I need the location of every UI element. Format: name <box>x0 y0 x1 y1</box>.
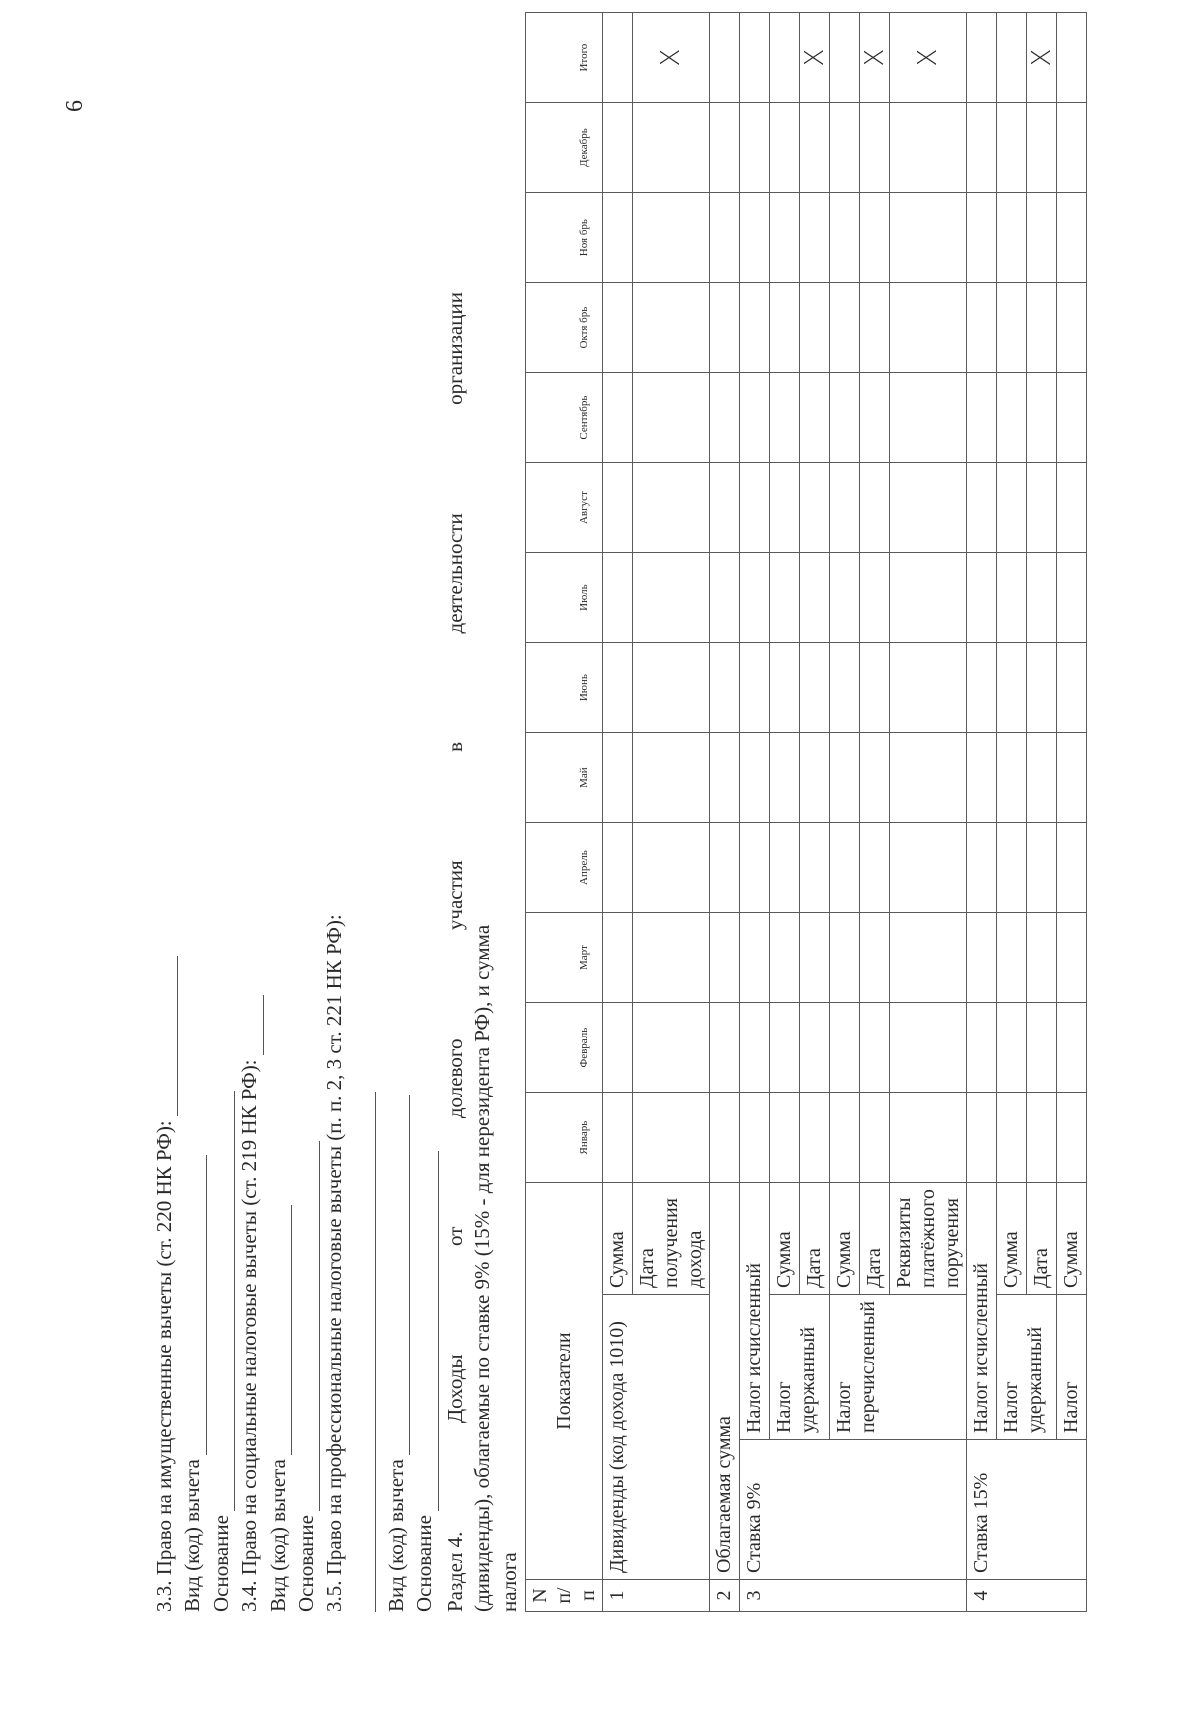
header-cell-indicators: Показатели <box>526 1183 603 1580</box>
table-cell[interactable] <box>710 463 740 553</box>
table-cell[interactable] <box>633 283 710 373</box>
table-cell[interactable] <box>633 373 710 463</box>
deduction-3-3-type-label: Вид (код) вычета <box>180 1459 205 1612</box>
table-cell[interactable] <box>890 553 967 643</box>
table-cell[interactable] <box>770 283 800 373</box>
table-cell[interactable] <box>770 1093 800 1183</box>
section-4-heading-row3: налога <box>497 1552 521 1612</box>
row-sublabel: Дата получения дохода <box>633 1183 710 1295</box>
table-cell[interactable] <box>800 823 830 913</box>
row-sublabel: Реквизиты платёжного поручения <box>890 1183 967 1295</box>
table-cell[interactable] <box>740 1003 770 1093</box>
deduction-3-5-title: 3.5. Право на профессиональные налоговые вычеты (п. п. 2, 3 ст. 221 НК РФ): <box>322 914 347 1612</box>
table-cell[interactable] <box>1027 1003 1057 1093</box>
deduction-3-5-line <box>320 812 348 1612</box>
table-cell[interactable] <box>770 103 800 193</box>
row-sublabel: Дата <box>1027 1183 1057 1295</box>
header-cell-total: Итого <box>526 13 603 103</box>
header-cell-month: Октя брь <box>526 283 603 373</box>
table-cell[interactable] <box>830 733 860 823</box>
table-cell[interactable] <box>710 283 740 373</box>
table-cell[interactable] <box>740 1093 770 1183</box>
table-cell[interactable] <box>710 733 740 823</box>
table-cell[interactable] <box>710 193 740 283</box>
table-cell[interactable] <box>860 823 890 913</box>
table-cell[interactable] <box>800 373 830 463</box>
table-cell[interactable] <box>860 643 890 733</box>
table-cell[interactable] <box>997 1003 1027 1093</box>
table-cell[interactable] <box>603 193 633 283</box>
table-cell[interactable] <box>633 1093 710 1183</box>
row-sublabel: Сумма <box>770 1183 800 1295</box>
table-cell[interactable] <box>603 913 633 1003</box>
row-sublabel: Налог исчисленный <box>740 1183 770 1440</box>
table-cell[interactable] <box>633 1003 710 1093</box>
row-sublabel: Дата <box>800 1183 830 1295</box>
row-number: 2 <box>710 1580 740 1612</box>
table-cell[interactable] <box>997 913 1027 1003</box>
table-cell[interactable] <box>1027 1093 1057 1183</box>
table-cell[interactable] <box>967 103 997 193</box>
table-cell[interactable] <box>890 373 967 463</box>
row-sublabel: Сумма <box>603 1183 633 1295</box>
table-cell[interactable] <box>740 13 770 103</box>
table-cell[interactable] <box>1027 463 1057 553</box>
table-cell[interactable] <box>830 283 860 373</box>
row-sublabel: Налог исчисленный <box>967 1183 997 1440</box>
row-sublabel: Налог перечисленный <box>830 1295 967 1440</box>
table-cell[interactable] <box>710 373 740 463</box>
table-cell[interactable] <box>633 823 710 913</box>
table-cell[interactable] <box>1057 643 1087 733</box>
table-cell[interactable] <box>1027 643 1057 733</box>
blank-line <box>353 1092 376 1612</box>
section-4-heading-row2: (дивиденды), облагаемые по ставке 9% (15% - для нерезидента РФ), и сумма <box>470 924 494 1612</box>
header-cell-month: Июнь <box>526 643 603 733</box>
section-4-heading-row1 <box>442 292 469 1612</box>
row-label: Ставка 15% <box>967 1440 1087 1580</box>
table-cell[interactable] <box>1057 1093 1087 1183</box>
table-cell[interactable] <box>740 643 770 733</box>
table-cell[interactable] <box>890 643 967 733</box>
table-cell[interactable] <box>740 553 770 643</box>
table-cell[interactable] <box>633 193 710 283</box>
table-cell[interactable] <box>830 463 860 553</box>
table-cell[interactable] <box>830 13 860 103</box>
row-sublabel: Сумма <box>997 1183 1027 1295</box>
table-cell[interactable] <box>710 1093 740 1183</box>
table-row <box>967 13 997 1612</box>
table-cell[interactable] <box>967 1093 997 1183</box>
table-cell[interactable] <box>860 373 890 463</box>
table-cell[interactable] <box>603 103 633 193</box>
table-cell[interactable] <box>1027 373 1057 463</box>
table-cell[interactable] <box>800 643 830 733</box>
heading-word: деятельности <box>443 513 467 634</box>
table-cell[interactable] <box>770 643 800 733</box>
table-cell[interactable] <box>997 823 1027 913</box>
header-cell-month: Февраль <box>526 1003 603 1093</box>
table-cell[interactable] <box>603 13 633 103</box>
table-cell[interactable] <box>800 913 830 1003</box>
table-cell[interactable] <box>890 283 967 373</box>
table-cell[interactable] <box>890 913 967 1003</box>
table-cell[interactable] <box>1057 373 1087 463</box>
table-cell[interactable] <box>890 823 967 913</box>
table-cell[interactable] <box>860 193 890 283</box>
table-cell[interactable] <box>603 283 633 373</box>
table-cell[interactable] <box>710 103 740 193</box>
table-cell[interactable] <box>603 1003 633 1093</box>
table-cell[interactable] <box>890 103 967 193</box>
table-cell[interactable] <box>710 643 740 733</box>
table-cell[interactable] <box>1027 283 1057 373</box>
table-cell[interactable] <box>1027 733 1057 823</box>
row-number: 3 <box>740 1580 967 1612</box>
header-cell-no: N п/п <box>526 1580 603 1612</box>
table-cell[interactable] <box>997 13 1027 103</box>
table-cell[interactable] <box>1057 553 1087 643</box>
table-cell[interactable] <box>800 553 830 643</box>
table-cell[interactable] <box>1027 193 1057 283</box>
x-mark: X <box>860 13 890 103</box>
table-cell[interactable] <box>830 103 860 193</box>
heading-word: Раздел 4. <box>443 1531 467 1612</box>
table-cell[interactable] <box>710 1003 740 1093</box>
table-cell[interactable] <box>603 463 633 553</box>
table-cell[interactable] <box>830 913 860 1003</box>
table-cell[interactable] <box>997 733 1027 823</box>
table-cell[interactable] <box>967 283 997 373</box>
table-cell[interactable] <box>997 643 1027 733</box>
table-cell[interactable] <box>967 733 997 823</box>
table-cell[interactable] <box>603 1093 633 1183</box>
blank-field <box>156 956 178 1116</box>
section-4-heading <box>442 292 523 1612</box>
table-cell[interactable] <box>603 823 633 913</box>
table-cell[interactable] <box>1057 193 1087 283</box>
table-cell[interactable] <box>860 553 890 643</box>
table-cell[interactable] <box>830 373 860 463</box>
table-cell[interactable] <box>967 463 997 553</box>
table-cell[interactable] <box>967 913 997 1003</box>
table-cell[interactable] <box>997 553 1027 643</box>
table-cell[interactable] <box>1057 823 1087 913</box>
table-cell[interactable] <box>860 913 890 1003</box>
table-cell[interactable] <box>997 103 1027 193</box>
table-cell[interactable] <box>740 103 770 193</box>
table-row <box>603 13 633 1612</box>
page-number: 6 <box>62 100 88 112</box>
x-mark: X <box>633 13 710 103</box>
deduction-3-3-title: 3.3. Право на имущественные вычеты (ст. 220 НК РФ): <box>151 1120 176 1612</box>
heading-word: в <box>443 741 467 752</box>
blank-field <box>213 1091 235 1511</box>
table-cell[interactable] <box>997 283 1027 373</box>
header-cell-month: Декабрь <box>526 103 603 193</box>
heading-word: участия <box>443 860 467 931</box>
table-cell[interactable] <box>967 13 997 103</box>
table-cell[interactable] <box>1027 823 1057 913</box>
table-row <box>710 13 740 1612</box>
table-row <box>830 13 860 1612</box>
header-cell-month: Апрель <box>526 823 603 913</box>
table-cell[interactable] <box>710 913 740 1003</box>
table-cell[interactable] <box>967 373 997 463</box>
heading-word: долевого <box>443 1038 467 1119</box>
table-cell[interactable] <box>800 283 830 373</box>
table-cell[interactable] <box>710 823 740 913</box>
table-cell[interactable] <box>740 373 770 463</box>
table-cell[interactable] <box>740 283 770 373</box>
table-cell[interactable] <box>770 373 800 463</box>
deduction-3-5-type-label: Вид (код) вычета <box>383 1459 408 1612</box>
table-cell[interactable] <box>830 643 860 733</box>
row-number: 4 <box>967 1580 1087 1612</box>
table-cell[interactable] <box>800 103 830 193</box>
table-cell[interactable] <box>800 193 830 283</box>
table-cell[interactable] <box>890 733 967 823</box>
income-table <box>525 12 1087 1612</box>
row-sublabel: Дата <box>860 1183 890 1295</box>
table-cell[interactable] <box>890 1093 967 1183</box>
header-cell-month: Март <box>526 913 603 1003</box>
row-sublabel: Налог удержанный <box>770 1295 830 1440</box>
table-cell[interactable] <box>1057 463 1087 553</box>
table-cell[interactable] <box>770 553 800 643</box>
table-cell[interactable] <box>967 1003 997 1093</box>
table-cell[interactable] <box>967 193 997 283</box>
deduction-3-5-basis-label: Основание <box>412 1515 437 1612</box>
deduction-3-5-basis-line <box>410 812 438 1612</box>
deduction-3-3-basis-line <box>207 812 235 1612</box>
table-row <box>1057 13 1087 1612</box>
table-cell[interactable] <box>740 913 770 1003</box>
table-cell[interactable] <box>860 733 890 823</box>
table-cell[interactable] <box>710 553 740 643</box>
table-cell[interactable] <box>603 733 633 823</box>
table-cell[interactable] <box>830 553 860 643</box>
deduction-3-4-basis-label: Основание <box>293 1515 318 1612</box>
blank-field <box>185 1155 207 1455</box>
header-cell-month: Сентябрь <box>526 373 603 463</box>
table-cell[interactable] <box>967 643 997 733</box>
deduction-3-4-basis-line <box>292 812 320 1612</box>
table-cell[interactable] <box>830 1093 860 1183</box>
table-cell[interactable] <box>1027 553 1057 643</box>
table-cell[interactable] <box>860 463 890 553</box>
deductions-block <box>150 812 439 1612</box>
table-cell[interactable] <box>740 193 770 283</box>
table-cell[interactable] <box>1027 913 1057 1003</box>
row-number: 1 <box>603 1580 710 1612</box>
x-mark: X <box>1027 13 1057 103</box>
table-cell[interactable] <box>603 373 633 463</box>
deduction-3-4-type-line <box>264 812 292 1612</box>
deduction-3-4-title: 3.4. Право на социальные налоговые вычеты (ст. 219 НК РФ): <box>237 1059 262 1612</box>
table-cell[interactable] <box>1057 283 1087 373</box>
table-cell[interactable] <box>830 193 860 283</box>
table-cell[interactable] <box>633 463 710 553</box>
blank-field <box>270 1205 292 1455</box>
header-cell-month: Май <box>526 733 603 823</box>
table-row <box>770 13 800 1612</box>
table-cell[interactable] <box>633 733 710 823</box>
table-cell[interactable] <box>860 1093 890 1183</box>
row-sublabel: Налог удержанный <box>997 1295 1057 1440</box>
table-cell[interactable] <box>860 103 890 193</box>
table-cell[interactable] <box>603 553 633 643</box>
deduction-3-3-line <box>150 812 178 1612</box>
table-cell[interactable] <box>830 823 860 913</box>
table-cell[interactable] <box>997 193 1027 283</box>
header-cell-month: Август <box>526 463 603 553</box>
header-cell-month: Ноя брь <box>526 193 603 283</box>
deduction-3-3-basis-label: Основание <box>208 1515 233 1612</box>
table-cell[interactable] <box>1027 103 1057 193</box>
table-cell[interactable] <box>740 823 770 913</box>
table-cell[interactable] <box>967 553 997 643</box>
table-cell[interactable] <box>1057 13 1087 103</box>
table-cell[interactable] <box>860 283 890 373</box>
table-cell[interactable] <box>890 463 967 553</box>
table-cell[interactable] <box>770 733 800 823</box>
table-cell[interactable] <box>770 193 800 283</box>
table-cell[interactable] <box>740 463 770 553</box>
deduction-3-5-type-line <box>382 812 410 1612</box>
table-cell[interactable] <box>800 463 830 553</box>
blank-field <box>417 1151 439 1511</box>
table-cell[interactable] <box>967 823 997 913</box>
x-mark: X <box>800 13 830 103</box>
header-cell-month: Январь <box>526 1093 603 1183</box>
table-cell[interactable] <box>800 1003 830 1093</box>
table-cell[interactable] <box>997 463 1027 553</box>
table-cell[interactable] <box>830 1003 860 1093</box>
table-cell[interactable] <box>633 913 710 1003</box>
deduction-3-4-type-label: Вид (код) вычета <box>265 1459 290 1612</box>
table-cell[interactable] <box>770 463 800 553</box>
header-cell-month: Июль <box>526 553 603 643</box>
heading-word: Доходы <box>443 1354 467 1424</box>
row-sublabel: Сумма <box>830 1183 860 1295</box>
table-cell[interactable] <box>800 1093 830 1183</box>
table-row <box>740 13 770 1612</box>
table-cell[interactable] <box>1057 913 1087 1003</box>
table-cell[interactable] <box>770 823 800 913</box>
table-cell[interactable] <box>633 553 710 643</box>
table-cell[interactable] <box>800 733 830 823</box>
row-sublabel: Налог <box>1057 1295 1087 1440</box>
table-cell[interactable] <box>740 733 770 823</box>
row-sublabel: Сумма <box>1057 1183 1087 1295</box>
table-cell[interactable] <box>770 13 800 103</box>
table-cell[interactable] <box>860 1003 890 1093</box>
table-cell[interactable] <box>770 1003 800 1093</box>
table-cell[interactable] <box>770 913 800 1003</box>
table-cell[interactable] <box>890 193 967 283</box>
table-cell[interactable] <box>997 373 1027 463</box>
blank-field <box>388 1095 410 1455</box>
table-cell[interactable] <box>1057 1003 1087 1093</box>
income-table-wrap <box>525 12 1087 1612</box>
row-label: Облагаемая сумма <box>710 1183 740 1580</box>
x-mark: X <box>890 13 967 103</box>
heading-word: от <box>443 1226 467 1246</box>
deduction-3-4-line <box>235 812 263 1612</box>
table-cell[interactable] <box>710 13 740 103</box>
blank-field <box>242 995 264 1055</box>
table-header-row <box>526 13 603 1612</box>
row-label: Дивиденды (код дохода 1010) <box>603 1295 710 1580</box>
table-cell[interactable] <box>1057 103 1087 193</box>
deduction-3-3-type-line <box>178 812 206 1612</box>
blank-field <box>298 1141 320 1511</box>
table-cell[interactable] <box>1057 733 1087 823</box>
table-cell[interactable] <box>890 1003 967 1093</box>
table-cell[interactable] <box>633 643 710 733</box>
table-cell[interactable] <box>633 103 710 193</box>
table-row <box>997 13 1027 1612</box>
table-cell[interactable] <box>997 1093 1027 1183</box>
heading-word: организации <box>443 292 467 405</box>
row-label: Ставка 9% <box>740 1440 967 1580</box>
table-cell[interactable] <box>603 643 633 733</box>
